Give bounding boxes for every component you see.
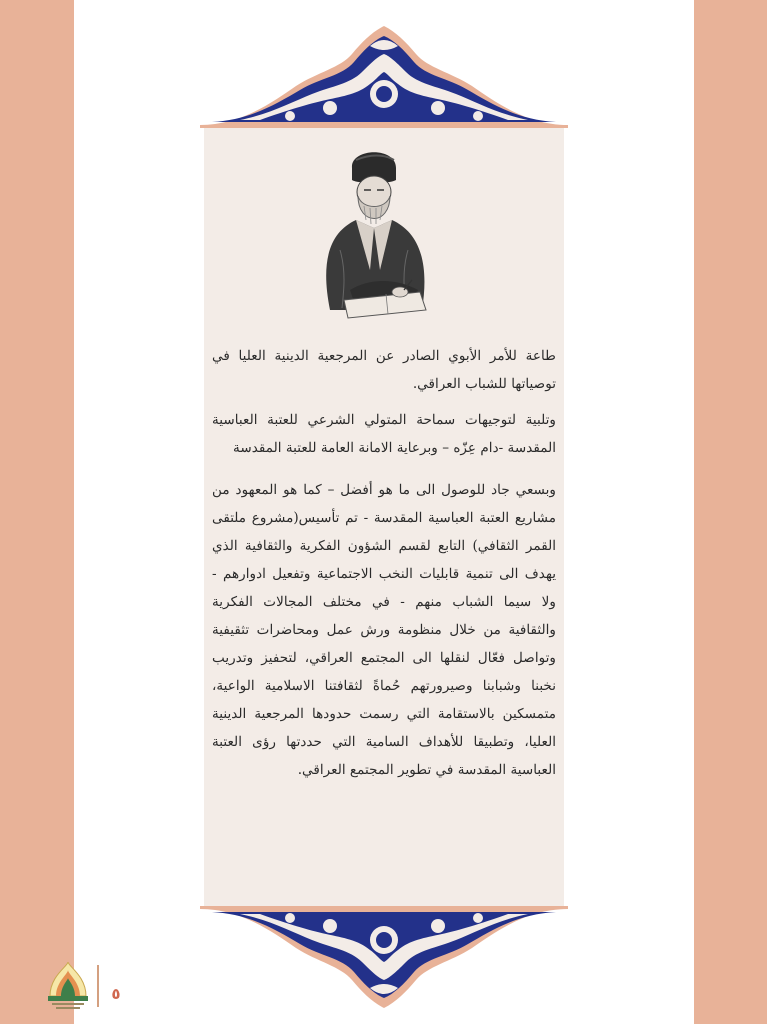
body-text bbox=[212, 342, 556, 784]
scholar-portrait-sketch bbox=[300, 140, 445, 325]
top-arabesque-ornament bbox=[200, 24, 568, 154]
left-decorative-band bbox=[0, 0, 74, 1024]
right-decorative-band bbox=[694, 0, 767, 1024]
shrine-dome-logo-icon bbox=[44, 960, 92, 1010]
footer-divider bbox=[97, 965, 99, 1007]
bottom-arabesque-ornament bbox=[200, 880, 568, 1010]
page-number: ٥ bbox=[111, 985, 121, 1003]
paragraph-intro: طاعة للأمر الأبوي الصادر عن المرجعية الدينية العليا في توصياتها للشباب العراقي. bbox=[212, 348, 556, 392]
paragraph-guidance: وتلبية لتوجيهات سماحة المتولي الشرعي للعتبة العباسية المقدسة -دام عِزّه – وبرعاية الامانة العامة للعتبة المقدسة bbox=[212, 412, 556, 456]
paragraph-project: وبسعي جاد للوصول الى ما هو أفضل – كما هو المعهود من مشاريع العتبة العباسية المقدسة - تم تأسيس(مشروع ملتقى القمر الثقافي) التابع لقسم الشؤون الفكرية والثقافية الذي يهدف الى تنمية قابليات النخب الاجتماعية وتفعيل ادوارهم - ولا سيما الشباب منهم - في مختلف المجالات الفكرية والثقافية من خلال منظومة ورش عمل ومحاضرات تثقيفية وتواصل فعّال لنقلها الى المجتمع العراقي، لتحفيز وتدريب نخبنا وشبابنا وصيرورتهم حُماةً لثقافتنا الاسلامية الواعية، متمسكين بالاستقامة التي رسمت حدودها المرجعية الدينية العليا، وتطبيقا للأهداف السامية التي حددتها رؤى العتبة العباسية المقدسة في تطوير المجتمع العراقي. bbox=[212, 482, 556, 778]
